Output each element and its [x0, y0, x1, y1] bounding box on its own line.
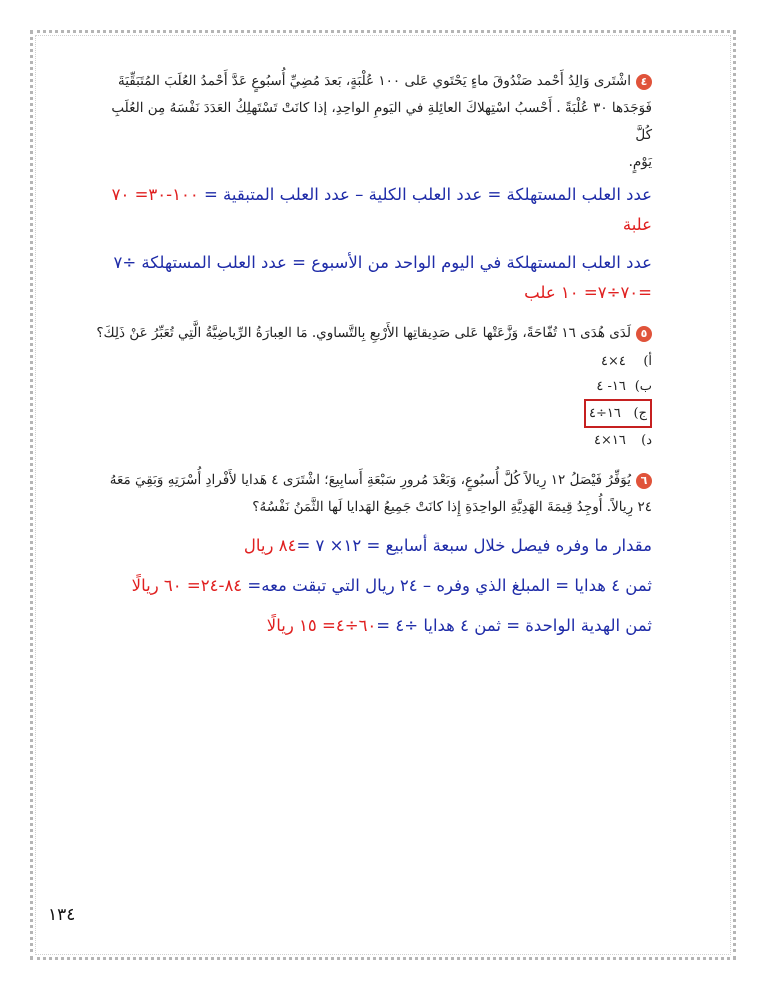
question-4-line-3: يَوْمٍ. — [628, 154, 652, 170]
question-6-number-badge: ٦ — [636, 473, 652, 489]
selected-answer-box — [584, 399, 652, 428]
question-4 — [92, 68, 652, 176]
choice-a — [92, 349, 652, 374]
choice-expression: ١٦×٤ — [594, 433, 626, 448]
question-4-line-2: فَوَجَدَها ٣٠ عُلْبَةً . أَحْسبُ اسْتِهلاكَ العائِلةِ في اليَومِ الواحِدِ، إذا كانَتْ تَسْتَهلِكُ العَدَدَ نَفْسَهُ مِن العُلَبِ كُلَّ — [111, 100, 652, 143]
choice-expression: ١٦÷٤ — [589, 406, 621, 421]
question-5-number-badge: ٥ — [636, 326, 652, 342]
answer-text: ثمن ٤ هدايا = المبلغ الذي وفره – ٢٤ ريال التي تبقت معه= — [247, 576, 652, 595]
answer-text: ثمن الهدية الواحدة = ثمن ٤ هدايا ÷٤ = — [376, 616, 652, 635]
answer-result: ٨٤ ريال — [243, 536, 297, 555]
question-5 — [92, 320, 652, 347]
question-6-answer-1 — [92, 531, 652, 561]
question-4-answer-2 — [92, 248, 652, 308]
question-6-line-2: ٢٤ رِيالاً. أُوجِدُ قِيمَةَ الهَدِيَّةِ الواحِدَةِ إِذا كانَتْ جَمِيعُ الهَدايا لَها الثَّمَنُ نَفْسُهُ؟ — [252, 499, 652, 515]
choice-label: أ) — [643, 354, 652, 369]
page-number: ١٣٤ — [48, 905, 76, 925]
question-5-text: لَدَى هُدَى ١٦ تُفّاحَةً، وَزَّعَتْها عَلى صَدِيقاتِها الأَرْبعِ بِالتَّساوي. مَا العِبارَةُ الرِّياضِيَّةُ الَّتِي تُعَبِّرُ عَنْ ذَلِكَ؟ — [96, 325, 631, 341]
question-6-line-1: يُوَفِّرُ فَيْصَلُ ١٢ رِيالاً كُلَّ أُسبُوعٍ، وَبَعْدَ مُرورِ سَبْعَةِ أَسابِيعَ؛ اشْتَرَى ٤ هَدايا لأَفْرادِ أُسْرَتِهِ وَبَقِيَ مَعَهُ — [109, 472, 631, 488]
choice-expression: ١٦- ٤ — [596, 379, 626, 394]
question-4-answer-1 — [92, 180, 652, 240]
choice-expression: ٤×٤ — [600, 354, 626, 369]
choice-label: ب) — [634, 379, 652, 394]
choice-d — [92, 428, 652, 453]
answer-text: مقدار ما وفره فيصل خلال سبعة أسابيع = ١٢× ٧ = — [296, 536, 652, 555]
question-4-number-badge: ٤ — [636, 74, 652, 90]
question-6 — [92, 467, 652, 521]
choice-b — [92, 374, 652, 399]
choice-label: د) — [641, 433, 652, 448]
answer-result: ١٠٠-٣٠= ٧٠ علبة — [111, 185, 652, 234]
choice-c-selected — [92, 399, 652, 428]
question-6-answer-3 — [92, 611, 652, 641]
choice-label: ج) — [633, 406, 647, 421]
answer-text: عدد العلب المستهلكة في اليوم الواحد من الأسبوع = عدد العلب المستهلكة ÷٧ — [113, 253, 652, 272]
question-6-answer-2 — [92, 571, 652, 601]
question-4-line-1: اشْتَرى وَالِدُ أَحْمد صَنْدُوقَ ماءٍ يَحْتَوي عَلى ١٠٠ عُلْبَةٍ، بَعدَ مُضِيِّ أُسبُوعٍ عَدَّ أَحْمدُ العُلَبَ المُتَبَقِّيَةَ — [117, 73, 631, 89]
question-5-choices — [92, 349, 652, 453]
answer-result: ٦٠÷٤= ١٥ ريالًا — [266, 616, 377, 635]
answer-text: عدد العلب المستهلكة = عدد العلب الكلية – عدد العلب المتبقية = — [203, 185, 652, 204]
page-content — [92, 60, 652, 641]
answer-result: =٧٠÷٧= ١٠ علب — [524, 283, 652, 302]
answer-result: ٨٤-٢٤= ٦٠ ريالًا — [131, 576, 248, 595]
